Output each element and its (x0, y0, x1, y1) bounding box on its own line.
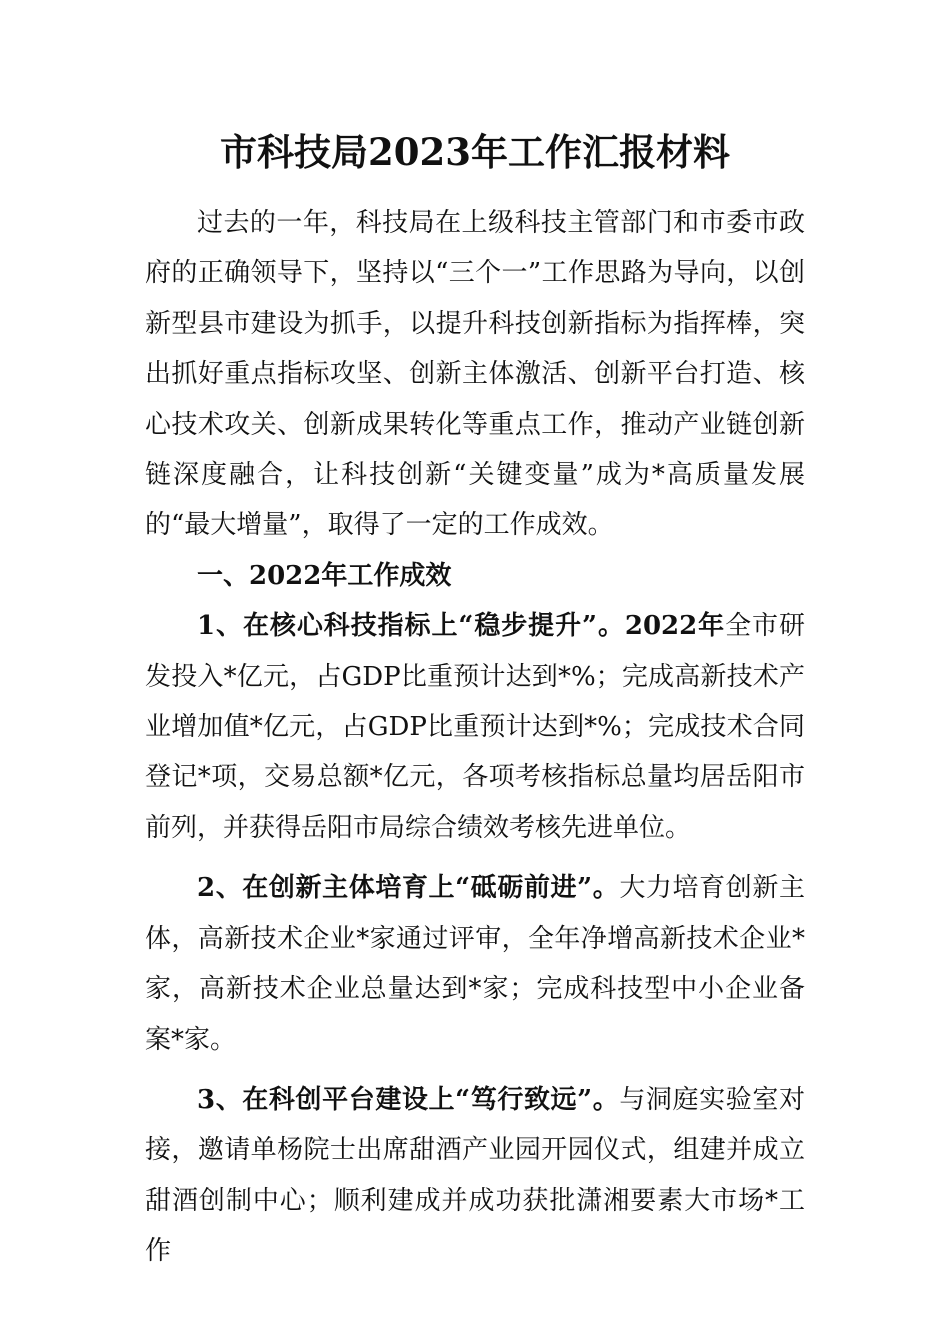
section-heading: 一、2022年工作成效 (197, 560, 452, 591)
item-body: 与洞庭实验室对接，邀请单杨院士出席甜酒产业园开园仪式，组建并成立甜酒创制中心；顺利建成并成功获批潇湘要素大市场*工作 (145, 1084, 805, 1267)
document-body (145, 198, 805, 1277)
document-title: 市科技局2023年工作汇报材料 (220, 130, 730, 174)
item-lead: 3、在科创平台建设上“笃行致远”。 (197, 1084, 620, 1115)
intro-paragraph: 过去的一年，科技局在上级科技主管部门和市委市政府的正确领导下，坚持以“三个一”工作思路为导向，以创新型县市建设为抓手，以提升科技创新指标为指挥棒，突出抓好重点指标攻坚、创新主体激活、创新平台打造、核心技术攻关、创新成果转化等重点工作，推动产业链创新链深度融合，让科技创新“关键变量”成为*高质量发展的“最大增量”，取得了一定的工作成效。 (145, 208, 805, 541)
item-body: 全市研发投入*亿元，占GDP比重预计达到*%；完成高新技术产业增加值*亿元，占GDP比重预计达到*%；完成技术合同登记*项，交易总额*亿元，各项考核指标总量均居岳阳市前列，并获得岳阳市局综合绩效考核先进单位。 (145, 611, 805, 843)
item-paragraph-3 (145, 1075, 805, 1277)
item-lead: 2、在创新主体培育上“砥砺前进”。 (197, 873, 620, 904)
item-paragraph-2 (145, 863, 805, 1065)
item-paragraph-1 (145, 601, 805, 853)
item-body: 大力培育创新主体，高新技术企业*家通过评审，全年净增高新技术企业*家，高新技术企业总量达到*家；完成科技型中小企业备案*家。 (145, 873, 805, 1055)
item-lead: 1、在核心科技指标上“稳步提升”。2022年 (197, 611, 726, 642)
